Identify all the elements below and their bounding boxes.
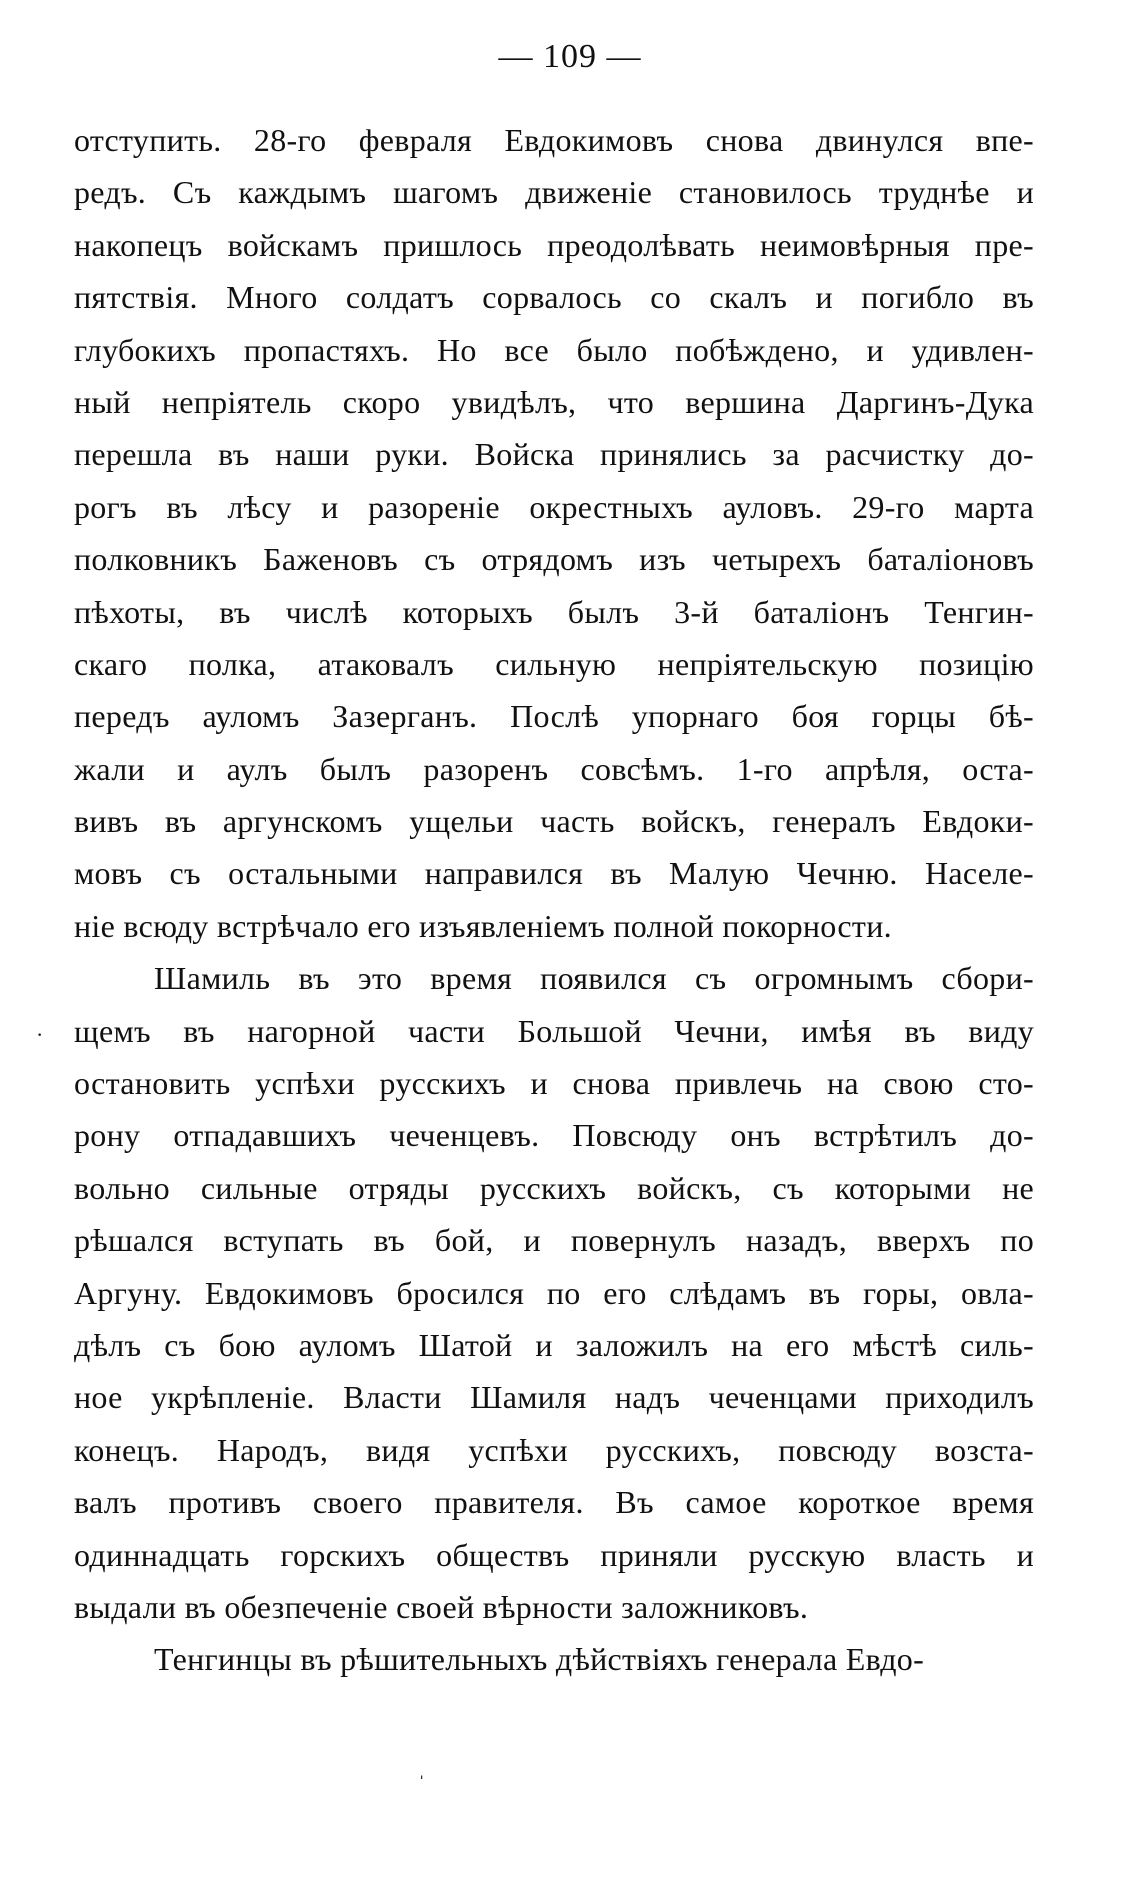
paragraph-1 [74,114,1034,952]
text-line: Аргуну. Евдокимовъ бросился по его слѣдамъ въ горы, овла- [74,1274,1034,1311]
text-line: выдали въ обезпеченіе своей вѣрности заложниковъ. [74,1588,809,1625]
paragraph-3 [74,1633,1034,1685]
text-line: ніе всюду встрѣчало его изъявленіемъ полной покорности. [74,907,892,944]
text-line: Тенгинцы въ рѣшительныхъ дѣйствіяхъ генерала Евдо- [154,1641,925,1678]
text-line: скаго полка, атаковалъ сильную непріятельскую позицію [74,645,1034,682]
text-line: ный непріятель скоро увидѣлъ, что вершина Даргинъ-Дука [74,383,1034,420]
text-line: конецъ. Народъ, видя успѣхи русскихъ, повсюду возста- [74,1431,1034,1468]
ink-speck: ˌ [418,1754,426,1779]
text-line: рону отпадавшихъ чеченцевъ. Повсюду онъ встрѣтилъ до- [74,1117,1034,1154]
text-line: отступить. 28-го февраля Евдокимовъ снова двинулся впе- [74,122,1034,158]
text-line: рѣшался вступать въ бой, и повернулъ назадъ, вверхъ по [74,1222,1034,1259]
text-line: щемъ въ нагорной части Большой Чечни, имѣя въ виду [74,1012,1034,1049]
ink-speck: · [36,1022,44,1047]
text-line: Шамиль въ это время появился съ огромнымъ сбори- [154,960,1034,997]
body-text [74,114,1034,1686]
text-line: дѣлъ съ бою ауломъ Шатой и заложилъ на его мѣстѣ силь- [74,1326,1034,1363]
text-line: ное укрѣпленіе. Власти Шамиля надъ чеченцами приходилъ [74,1379,1034,1416]
text-line: валъ противъ своего правителя. Въ самое короткое время [74,1484,1034,1521]
text-line: рогъ въ лѣсу и разореніе окрестныхъ ауловъ. 29-го марта [74,488,1034,525]
text-line: жали и аулъ былъ разоренъ совсѣмъ. 1-го апрѣля, оста- [74,750,1034,787]
text-line: пятствія. Много солдатъ сорвалось со скалъ и погибло въ [74,279,1034,316]
text-line: глубокихъ пропастяхъ. Но все было побѣждено, и удивлен- [74,331,1034,368]
text-line: одиннадцать горскихъ обществъ приняли русскую власть и [74,1536,1034,1573]
text-line: редъ. Съ каждымъ шагомъ движеніе становилось труднѣе и [74,174,1034,211]
text-line: накопецъ войскамъ пришлось преодолѣвать неимовѣрныя пре- [74,226,1034,263]
text-line: перешла въ наши руки. Войска принялись за расчистку до- [74,436,1034,473]
paragraph-2 [74,952,1034,1633]
text-line: мовъ съ остальными направился въ Малую Чечню. Населе- [74,855,1034,892]
text-line: пѣхоты, въ числѣ которыхъ былъ 3-й баталіонъ Тенгин- [74,593,1034,630]
text-line: вивъ въ аргунскомъ ущельи часть войскъ, генералъ Евдоки- [74,803,1034,840]
text-line: полковникъ Баженовъ съ отрядомъ изъ четырехъ баталіоновъ [74,541,1034,578]
page-number: — 109 — [498,38,642,75]
text-line: остановить успѣхи русскихъ и снова привлечь на свою сто- [74,1065,1034,1102]
text-line: передъ ауломъ Зазерганъ. Послѣ упорнаго боя горцы бѣ- [74,698,1034,735]
text-line: вольно сильные отряды русскихъ войскъ, съ которыми не [74,1169,1034,1206]
